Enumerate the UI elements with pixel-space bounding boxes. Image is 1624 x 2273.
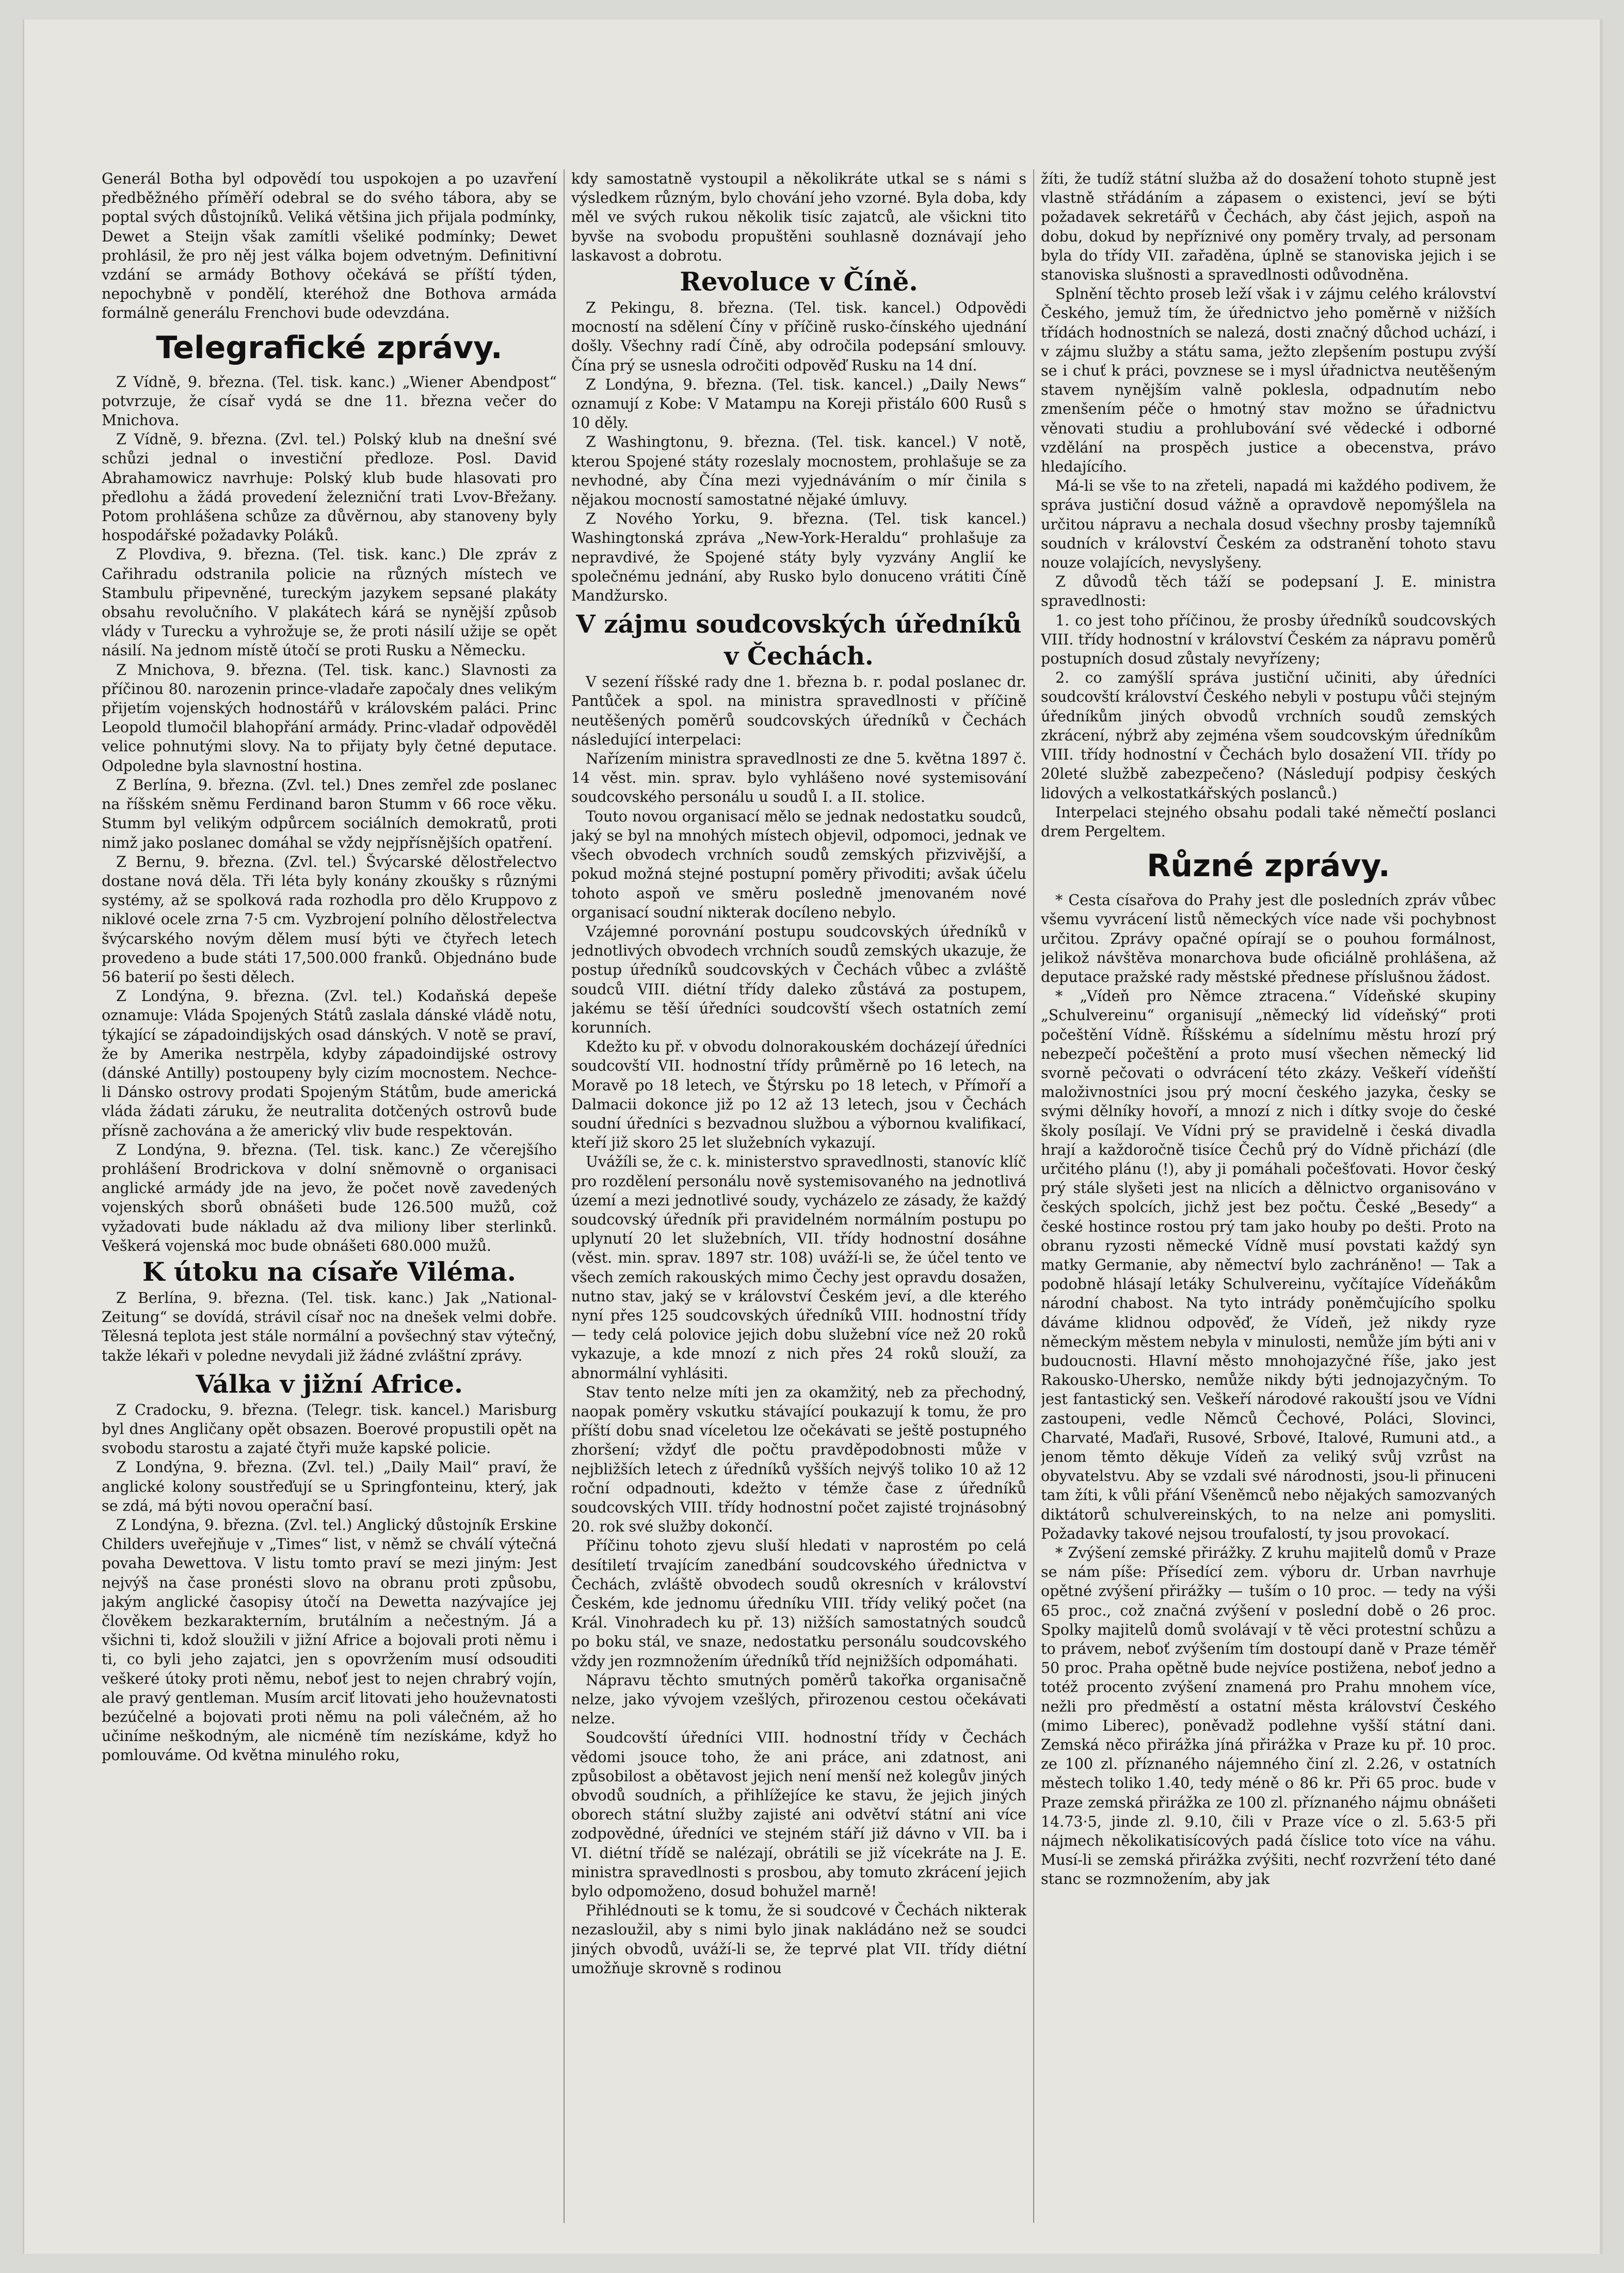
article-paragraph: V sezení říšské rady dne 1. března b. r. podal poslanec dr. Pantůček a spol. na ministra spravedlnosti v příčině neutěšených poměrů soudcovských úředníků v Čechách následující interpelaci: [571,673,1026,748]
article-paragraph: Má-li se vše to na zřeteli, napadá mi každého podivem, že správa justiční dosud vážně a opravdově nepomýšlela na určitou nápravu a nechala dosud všechny prosby tajemníků soudních v království Českém za odstranění tohoto stavu nouze volajících, nevyslyšeny. [1041,477,1496,572]
article-paragraph: 2. co zamýšlí správa justiční učiniti, aby úředníci soudcovští království Českého nebyli v postupu vůči stejným úředníkům jiných obvodů vrchních soudů zemských zkrácení, nýbrž aby zejména všem soudcovským úředníkům VIII. třídy hodnostní v Čechách bylo dosažení VII. třídy po 20leté službě zabezpečeno? (Následují podpisy českých lidových a velkostatkářských poslanců.) [1041,669,1496,802]
article-paragraph: Z Plovdiva, 9. března. (Tel. tisk. kanc.) Dle zpráv z Cařihradu odstranila policie na různých místech ve Stambulu připevněné, tureckým jazykem sepsané plakáty obsahu revolučního. V plakátech kárá se nynější způsob vlády v Turecku a vyhrožuje se, že proti násilí užije se opět násilí. Na jednom místě útočí se proti Rusku a Německu. [102,546,557,659]
article-paragraph: kdy samostatně vystoupil a několikráte utkal se s námi s výsledkem různým, bylo chování jeho vzorné. Byla doba, kdy měl ve svých rukou několik tisíc zajatců, ale všickni tito byvše na svobodu propuštěni souhlasně doznávají jeho laskavost a dobrotu. [571,170,1026,264]
article-paragraph: Uvážíli se, že c. k. ministerstvo spravedlnosti, stanovíc klíč pro rozdělení personálu nově systemisovaného na jednotlivá území a mezi jednotlivé soudy, vycházelo ze zásady, že každý soudcovský úředník při pravidelném normálním postupu po uplynutí 20 let služebních, VII. třídy hodnostní dosáhne (věst. min. sprav. 1897 str. 108) uváží-li se, že účel tento ve všech zemích rakouských mimo Čechy jest opravdu dosažen, nutno stav, jaký se v království Českém jeví, a dle kterého nyní přes 125 soudcovských úředníků VIII. hodnostní třídy — tedy celá polovice jejich dobu služební více než 20 roků vykazuje, a kde mnozí z nich přes 24 roků slouží, za abnormální vyhlásiti. [571,1153,1026,1382]
column-3 [1041,169,1496,2223]
article-paragraph: Z Londýna, 9. března. (Tel. tisk. kancel.) „Daily News“ oznamují z Kobe: V Matampu na Koreji přistálo 600 Rusů s 10 děly. [571,376,1026,432]
article-paragraph: Nařízením ministra spravedlnosti ze dne 5. května 1897 č. 14 věst. min. sprav. bylo vyhlášeno nové systemisování soudcovského personálu u soudů I. a II. stolice. [571,750,1026,806]
article-paragraph: * „Vídeň pro Němce ztracena.“ Vídeňské skupiny „Schulvereinu“ organisují „německý lid vídeňský“ proti počeštění Vídně. Říšskému a sídelnímu městu hrozí prý nebezpečí počeštění a proto musí všechen německý lid svorně pečovati o odvrácení této zkázy. Veškeří vídeňští maloživnostníci jsou prý mocní českého jazyka, česky se svými dělníky hovoří, a mnozí z nich i dítky svoje do české školy posílají. Ve Vídni prý se pravidelně i česká divadla hrají a každoročně tisíce Čechů prý do Vídně přichází (dle určitého plánu (!), aby ji pomáhali počešťovati. Hovor český prý stále slyšeti jest na nlicích a dělnictvo organisováno v českých spolcích, jichž jest bez počtu. České „Besedy“ a české hostince rostou prý tam jako houby po dešti. Proto na obranu ryzosti německé Vídně musí povstati každý syn matky Germanie, aby němectví bylo zachráněno! — Tak a podobně hlásají letáky Schulvereinu, vyčítajíce Vídeňákům národní chabost. Na tyto intrády poněmčujícího spolku dáváme klidnou odpověď, že Vídeň, jež nikdy ryze německým městem nebyla v minulosti, nemůže jím býti ani v budoucnosti. Hlavní město mnohojazyčné říše, jako jest Rakousko-Uhersko, nemůže nikdy býti jednojazyčným. To jest fantastický sen. Veškeří národové rakouští jsou ve Vídni zastoupeni, vedle Němců Čechové, Poláci, Slovinci, Charvaté, Maďaři, Rusové, Srbové, Italové, Rumuni atd., a jenom těmto děkuje Vídeň za veliký svůj vzrůst na obyvatelstvu. Aby se vzdali své národnosti, jsou-li přinuceni tam žíti, k vůli přání Všeněmců nebo nějakých samozvaných diktátorů schulvereinských, to na nelze ani pomysliti. Požadavky takové nejsou troufalostí, ty jsou provokací. [1041,988,1496,1542]
article-paragraph: 1. co jest toho příčinou, že prosby úředníků soudcovských VIII. třídy hodnostní v království Českém za nápravu poměrů postupních dosud zůstaly nevyřízeny; [1041,611,1496,668]
section-heading: Telegrafické zprávy. [156,329,503,366]
article-paragraph: Z Londýna, 9. března. (Zvl. tel.) Anglický důstojník Erskine Childers uveřejňuje v „Times“ list, v němž se chválí výtečná povaha Dewettova. V listu tomto praví se mezi jiným: Jest nejvýš na čase pronésti slovo na obranu proti způsobu, jakým anglické časopisy útočí na Dewetta nazývajíce jej člověkem bezkarakterním, brutálním a nečestným. Já a všichni ti, kdož sloužili v jižní Africe a bojovali proti němu i ti, co byli jeho zajatci, jen s opovržením musí odsouditi veškeré útoky proti němu, neboť jest to nejen chrabrý vojín, ale pravý gentleman. Musím arciť litovati jeho houževnatosti bezúčelné a bojovati proti němu na poli válečném, až ho učiníme neškodným, ale nicméně tím nezískáme, když ho pomlouváme. Od května minulého roku, [102,1517,557,1764]
article-paragraph: Interpelaci stejného obsahu podali také němečtí poslanci drem Pergeltem. [1041,803,1496,840]
newspaper-page [102,169,1500,2223]
column-divider [1033,169,1034,2223]
section-heading: V zájmu soudcovských úředníků v Čechách. [576,610,1022,671]
article-paragraph: Z Londýna, 9. března. (Tel. tisk. kanc.) Ze včerejšího prohlášení Brodrickova v dolní sněmovně o organisaci anglické armády jde na jevo, že počet nově zavedených vojenských sborů obnášeti bude 126.500 mužů, což vyžadovati bude nákladu až dva miliony liber sterlinků. Veškerá vojenská moc bude obnášeti 680.000 mužů. [102,1141,557,1254]
article-paragraph: Z Pekingu, 8. března. (Tel. tisk. kancel.) Odpovědi mocností na sdělení Číny v příčině rusko-čínského ujednání došly. Všechny radí Číně, aby odročila podepsání smlouvy. Čína prý se usnesla odročiti odpověď Rusku na 14 dní. [571,299,1026,374]
article-paragraph: Z Londýna, 9. března. (Zvl. tel.) Kodaňská depeše oznamuje: Vláda Spojených Států zaslala dánské vládě notu, týkající se západoindijských osad dánských. V notě se praví, že by Amerika nestrpěla, kdyby západoindijské ostrovy (dánské Antilly) postoupeny byly cizím mocnostem. Nechce-li Dánsko ostrovy prodati Spojeným Státům, bude americká vláda žádati záruku, že neutralita dotčených ostrovů bude přísně zachována a že americký vliv bude respektován. [102,988,557,1139]
section-heading: Různé zprávy. [1147,848,1390,884]
section-heading: Revoluce v Číně. [680,266,918,297]
article-paragraph: Z Londýna, 9. března. (Zvl. tel.) „Daily Mail“ praví, že anglické kolony soustřeďují se u Springfonteinu, který, jak se zdá, má býti novou operační basí. [102,1459,557,1514]
article-paragraph: Z Berlína, 9. března. (Tel. tisk. kanc.) Jak „National-Zeitung“ se dovídá, strávil císař noc na dnešek velmi dobře. Tělesná teplota jest stále normální a povšechný stav výtečný, takže lékaři v poledne nevydali již žádné zvláštní zprávy. [102,1289,557,1364]
article-paragraph: Příčinu tohoto zjevu sluší hledati v naprostém po celá desítiletí trvajícím zanedbání soudcovského úřednictva v Čechách, zvláště obvodech soudů okresních v království Českém, kde jednomu úředníku VIII. třídy veliký počet (na Král. Vinohradech ku př. 13) nižších samostatných soudců po boku stál, ve snaze, nedostatku personálu soudcovského vždy jen rozmnožením úředníků tříd nejnižších odpomáhati. [571,1537,1026,1670]
article-paragraph: * Cesta císařova do Prahy jest dle posledních zpráv vůbec všemu vyvrácení listů německých více nade vši pochybnost určitou. Zprávy opačné opírají se o pouhou formálnost, jelikož návštěva monarchova bude oficiálně prohlášena, až deputace pražské rady městské přednese příslušnou žádost. [1041,892,1496,986]
article-paragraph: Z důvodů těch táží se podepsaní J. E. ministra spravedlnosti: [1041,573,1496,610]
article-paragraph: * Zvýšení zemské přirážky. Z kruhu majitelů domů v Praze se nám píše: Přísedící zem. výboru dr. Urban navrhuje opětné zvýšení přirážky — tuším o 10 proc. — tedy na výši 65 proc., což značná zvýšení v poslední době o 26 proc. Spolky majitelů domů svolávají v tě věci protestní schůzu a to právem, neboť zvýšením tím dostoupí daně v Praze téměř 50 proc. Praha opětně bude nejvíce postižena, neboť jedno a totéž procento zvýšení znamená pro Prahu mnohem více, nežli pro předměstí a ostatní města království Českého (mimo Liberec), poněvadž podlehne vyšší státní dani. Zemská něco přirážka jíná přirážka v Praze ku př. 10 proc. ze 100 zl. příznaného nájemného činí zl. 2.26, v ostatních městech toliko 1.40, tedy méně o 86 kr. Při 65 proc. bude v Praze zemská přirážka ze 100 zl. příznaného nájmu obnášeti 14.73·5, jinde zl. 9.10, čili v Praze více o zl. 5.63·5 při nájmech několikatisícových padá číslice toto více na váhu. Musí-li se zemská přirážka zvýšiti, nechť rozvržení této dané stanc se rozmnožením, aby jak [1041,1544,1496,1888]
section-heading: Válka v jižní Africe. [196,1369,463,1399]
article-paragraph: Z Vídně, 9. března. (Tel. tisk. kanc.) „Wiener Abendpost“ potvrzuje, že císař vydá se dne 11. března večer do Mnichova. [102,373,557,429]
article-paragraph: Kdežto ku př. v obvodu dolnorakouském docházejí úředníci soudcovští VII. hodnostní třídy průměrně po 16 letech, na Moravě po 18 letech, ve Štýrsku po 18 letech, v Přímoří a Dalmacii dokonce již po 12 až 13 letech, jsou v Čechách soudní úředníci s bezvadnou službou a výbornou kvalifikací, kteří již skoro 25 let služebních vykazují. [571,1038,1026,1152]
column-2 [571,169,1026,2223]
article-paragraph: žíti, že tudíž státní služba až do dosažení tohoto stupně jest vlastně střádáním a zápasem o existenci, jeví se býti požadavek sekretářů v Čechách, aby část jejich, aspoň na dobu, dokud by nepříznivé ony poměry trvaly, ad personam byla do třídy VII. zařaděna, úplně se stanoviska jejich i se stanoviska slušnosti a spravedlnosti odůvodněna. [1041,170,1496,284]
article-paragraph: Z Vídně, 9. března. (Zvl. tel.) Polský klub na dnešní své schůzi jednal o investiční předloze. Posl. David Abrahamowicz navrhuje: Polský klub bude hlasovati pro předlohu a žádá provedení železniční trati Lvov-Břežany. Potom prohlášena schůze za důvěrnou, aby stanoveny byly hospodářské požadavky Poláků. [102,431,557,544]
article-paragraph: Generál Botha byl odpovědí tou uspokojen a po uzavření předběžného příměří odebral se do svého tábora, aby se poptal svých důstojníků. Veliká většina jich přijala podmínky, Dewet a Steijn však zamítli všeliké podmínky; Dewet prohlásil, že pro něj jest válka bojem odvetným. Definitivní vzdání se armády Bothovy očekává se příští týden, nepochybně v pondělí, kteréhož dne Bothova armáda formálně generálu Frenchovi bude odevzdána. [102,170,557,322]
article-paragraph: Touto novou organisací mělo se jednak nedostatku soudců, jaký se byl na mnohých místech objevil, odpomoci, jednak ve všech obvodech vrchních soudů zemských přizvivější, a pokud možná stejné postupní poměry přivoditi; avšak účelu tohoto aspoň ve směru posledně jmenovaném nové organisací soudní nikterak docíleno nebylo. [571,808,1026,921]
article-paragraph: Stav tento nelze míti jen za okamžitý, neb za přechodný, naopak poměry vskutku stávající poukazují k tomu, že pro příští dobu snad víceletou lze očekávati se ještě postupného zhoršení; vždyť dle počtu pravděpodobnosti může v nejbližších letech z úředníků vyšších nejvýš toliko 10 až 12 roční odpadnouti, kdežto v témže čase z úředníků soudcovských VIII. třídy hodnostní počet zajisté trojnásobný 20. rok své služby dokončí. [571,1383,1026,1536]
section-heading: K útoku na císaře Viléma. [142,1256,517,1287]
article-paragraph: Z Nového Yorku, 9. března. (Tel. tisk kancel.) Washingtonská zpráva „New-York-Heraldu“ prohlašuje za nepravdivé, že Spojené státy byly vyzvány Anglií ke společnému jednání, aby Rusko bylo donuceno vrátiti Číně Mandžursko. [571,510,1026,605]
article-paragraph: Nápravu těchto smutných poměrů takořka organisačně nelze, jako vývojem vzešlých, přirozenou cestou očekávati nelze. [571,1671,1026,1728]
article-paragraph: Soudcovští úředníci VIII. hodnostní třídy v Čechách vědomi jsouce toho, že ani práce, ani zdatnost, ani způsobilost a obětavost jejich není menší než kolegův jiných obvodů soudních, a přihlížejíce ke stavu, že jejich jiných oborech státní služby zajisté ani odvětví státní ani více zodpovědné, úředníci ve stejném stáří již dávno v VII. ba i VI. diétní třídě se nalézají, obrátili se již vícekráte na J. E. ministra spravedlnosti s prosbou, aby tomuto zkrácení jejich bylo odpomoženo, dosud bohužel marně! [571,1729,1026,1900]
article-paragraph: Přihlédnouti se k tomu, že si soudcové v Čechách nikterak nezasloužil, aby s nimi bylo jinak nakládáno než se soudci jiných obvodů, uváží-li se, že teprvé plat VII. třídy diétní umožňuje skrovně s rodinou [571,1902,1026,1977]
article-paragraph: Z Berlína, 9. března. (Zvl. tel.) Dnes zemřel zde poslanec na říšském sněmu Ferdinand baron Stumm v 66 roce věku. Stumm byl velikým odpůrcem sociálních demokratů, proti nimž jako poslanec domáhal se vždy nejpřísnějších opatření. [102,776,557,851]
article-paragraph: Vzájemné porovnání postupu soudcovských úředníků v jednotlivých obvodech vrchních soudů zemských ukazuje, že postup úředníků soudcovských v Čechách vůbec a zvláště soudců VIII. diétní třídy daleko zůstává za postupem, jakému se těší úředníci soudcovští všech ostatních zemí korunních. [571,923,1026,1036]
article-paragraph: Z Washingtonu, 9. března. (Tel. tisk. kancel.) V notě, kterou Spojené státy rozeslaly mocnostem, prohlašuje se za nevhodné, aby Čína mezi vyjednáváním o mír činila s nějakou mocností samostatné nějaké úmluvy. [571,433,1026,509]
article-paragraph: Z Mnichova, 9. března. (Tel. tisk. kanc.) Slavnosti za příčinou 80. narozenin prince-vladaře započaly dnes velikým přijetím vojenských hodnostářů v královském paláci. Princ Leopold tlumočil blahopřání armády. Princ-vladař odpověděl velice pohnutými slovy. Na to přijaty byly četné deputace. Odpoledne byla slavnostní hostina. [102,661,557,775]
column-1 [102,169,557,2223]
newspaper-sheet [23,20,1603,2254]
article-paragraph: Z Cradocku, 9. března. (Telegr. tisk. kancel.) Marisburg byl dnes Angličany opět obsazen. Boerové propustili opět na svobodu starostu a zajaté čtyři muže kapské policie. [102,1401,557,1457]
column-divider [564,169,565,2223]
article-paragraph: Splnění těchto proseb leží však i v zájmu celého království Českého, jemuž tím, že úřednictvo jeho poměrně v nižších třídách hodnostních se nalezá, dosti značný důchod uchází, i v zájmu služby a státu sama, ježto zlepšením postupu zvýší se i chuť k práci, povznese se i mysl úřadnictva neutěšeným stavem nynějším valně poklesla, odpadnutím nebo zmenšením péče o hmotný stav možno se úřadnictvu věnovati studiu a prohlubování své vědecké i odborné vzdělání na prospěch justice a obecenstva, právo hledajícího. [1041,285,1496,476]
page-edge [1600,20,1603,2254]
article-paragraph: Z Bernu, 9. března. (Zvl. tel.) Švýcarské dělostřelectvo dostane nová děla. Tři léta byly konány zkoušky s různými systémy, až se spolková rada rozhodla pro dělo Kruppovo z niklové ocele zrna 7·5 cm. Vyzbrojení polního dělostřelectva švýcarského novým dělem musí býti ve čtyřech letech provedeno a bude státi 17,500.000 franků. Objednáno bude 56 baterií po šesti dělech. [102,853,557,986]
